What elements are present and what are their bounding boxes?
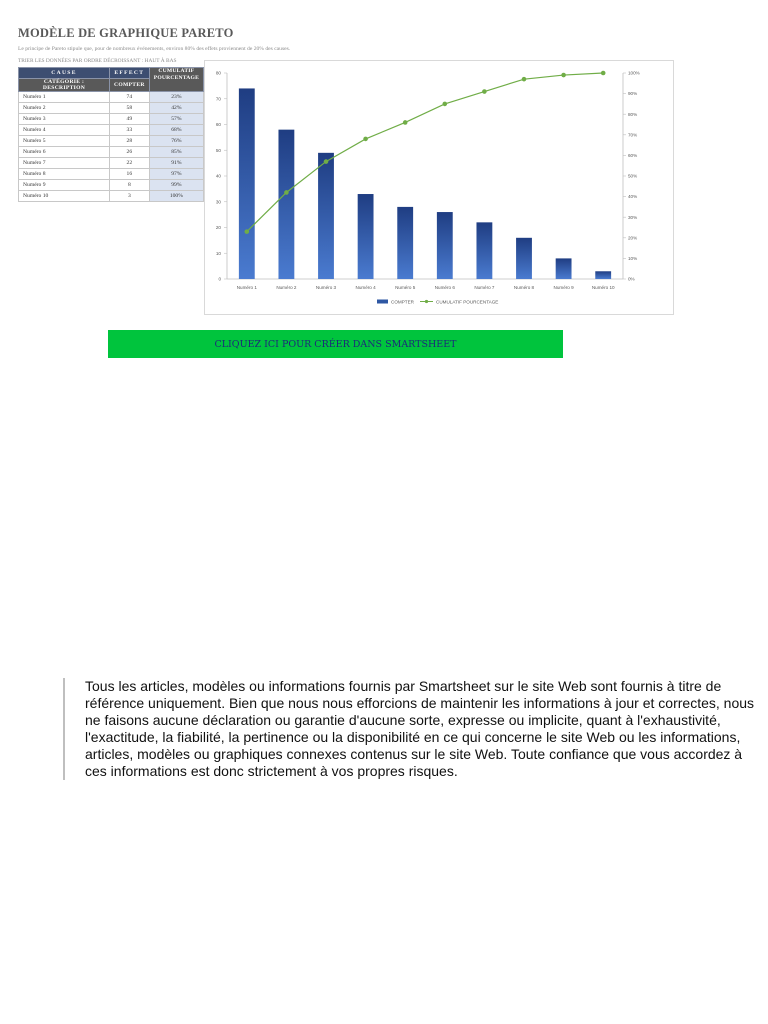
table-row bbox=[19, 180, 204, 191]
legend-swatch-count bbox=[377, 300, 388, 304]
bar bbox=[516, 238, 532, 279]
row-count: 3 bbox=[110, 191, 150, 202]
row-cumulative-pct: 68% bbox=[149, 125, 203, 136]
y-tick-label: 80 bbox=[215, 70, 221, 76]
row-description: Numéro 3 bbox=[19, 114, 110, 125]
row-count: 49 bbox=[110, 114, 150, 125]
header-cumulatif: CUMULATIF POURCENTAGE bbox=[149, 68, 203, 92]
bar bbox=[476, 222, 492, 279]
row-count: 8 bbox=[110, 180, 150, 191]
row-cumulative-pct: 57% bbox=[149, 114, 203, 125]
y-tick-label: 0 bbox=[218, 276, 221, 282]
row-description: Numéro 9 bbox=[19, 180, 110, 191]
table-row bbox=[19, 191, 204, 202]
pareto-chart bbox=[204, 60, 674, 315]
x-tick-label: Numéro 5 bbox=[395, 285, 416, 290]
row-count: 74 bbox=[110, 92, 150, 103]
header-category-description: CATÉGORIE : DESCRIPTION bbox=[19, 79, 110, 92]
table-row bbox=[19, 136, 204, 147]
x-tick-label: Numéro 10 bbox=[591, 285, 615, 290]
cumulative-line bbox=[247, 73, 603, 232]
x-tick-label: Numéro 4 bbox=[355, 285, 376, 290]
y-tick-label: 10 bbox=[215, 250, 221, 256]
table-row bbox=[19, 158, 204, 169]
y2-tick-label: 0% bbox=[628, 276, 635, 282]
x-tick-label: Numéro 3 bbox=[315, 285, 337, 290]
y2-tick-label: 80% bbox=[628, 111, 638, 117]
y2-tick-label: 10% bbox=[628, 256, 638, 261]
y-tick-label: 60 bbox=[215, 122, 221, 128]
y2-tick-label: 50% bbox=[628, 173, 638, 179]
cumulative-point bbox=[284, 190, 289, 195]
cumulative-point bbox=[601, 71, 606, 76]
row-cumulative-pct: 42% bbox=[149, 103, 203, 114]
header-cause: CAUSE bbox=[19, 68, 110, 79]
row-count: 33 bbox=[110, 125, 150, 136]
row-description: Numéro 2 bbox=[19, 103, 110, 114]
x-tick-label: Numéro 7 bbox=[474, 285, 495, 290]
header-count: COMPTER bbox=[110, 79, 150, 92]
cumulative-point bbox=[561, 73, 566, 78]
cumulative-point bbox=[482, 89, 487, 94]
x-tick-label: Numéro 6 bbox=[434, 285, 455, 290]
page-title: MODÈLE DE GRAPHIQUE PARETO bbox=[18, 26, 234, 40]
cumulative-point bbox=[363, 137, 368, 142]
x-tick-label: Numéro 2 bbox=[276, 285, 297, 290]
table-body bbox=[19, 92, 204, 202]
bar bbox=[278, 130, 294, 279]
row-cumulative-pct: 23% bbox=[149, 92, 203, 103]
x-tick-label: Numéro 9 bbox=[553, 285, 574, 290]
cumulative-point bbox=[522, 77, 527, 82]
row-description: Numéro 10 bbox=[19, 191, 110, 202]
row-cumulative-pct: 97% bbox=[149, 169, 203, 180]
create-in-smartsheet-button[interactable]: CLIQUEZ ICI POUR CRÉER DANS SMARTSHEET bbox=[108, 330, 563, 358]
y2-tick-label: 30% bbox=[628, 214, 638, 220]
row-description: Numéro 7 bbox=[19, 158, 110, 169]
y2-tick-label: 70% bbox=[628, 132, 638, 138]
table-row bbox=[19, 125, 204, 136]
row-count: 28 bbox=[110, 136, 150, 147]
row-count: 58 bbox=[110, 103, 150, 114]
y2-tick-label: 90% bbox=[628, 91, 638, 97]
legend-label-cumulative: CUMULATIF POURCENTAGE bbox=[436, 299, 499, 305]
row-description: Numéro 8 bbox=[19, 169, 110, 180]
y-tick-label: 70 bbox=[215, 96, 221, 102]
table-row bbox=[19, 103, 204, 114]
legend-label-count: COMPTER bbox=[391, 299, 414, 305]
y2-tick-label: 60% bbox=[628, 153, 638, 158]
y-tick-label: 30 bbox=[215, 199, 221, 205]
disclaimer-text: Tous les articles, modèles ou informations fournis par Smartsheet sur le site Web sont fournis à titre de référence uniquement. Bien que nous nous efforcions de maintenir les informations à jour et correctes, nous ne faisons aucune déclaration ou garantie d'aucune sorte, expresse ou implicite, quant à l'exhaustivité, l'exactitude, la fiabilité, la pertinence ou la disponibilité en ce qui concerne le site Web ou les informations, articles, modèles ou graphiques connexes contenus sur le site Web. Toute confiance que vous accordez à ces informations est donc strictement à vos propres risques. bbox=[63, 678, 763, 780]
y2-tick-label: 100% bbox=[628, 70, 640, 76]
row-description: Numéro 1 bbox=[19, 92, 110, 103]
cumulative-point bbox=[324, 159, 329, 164]
cumulative-point bbox=[245, 229, 250, 234]
bar bbox=[556, 258, 572, 279]
bar bbox=[397, 207, 413, 279]
row-cumulative-pct: 99% bbox=[149, 180, 203, 191]
x-tick-label: Numéro 1 bbox=[236, 285, 257, 290]
cumulative-point bbox=[403, 120, 408, 125]
row-cumulative-pct: 76% bbox=[149, 136, 203, 147]
legend-marker-cumulative bbox=[425, 300, 428, 303]
intro-text: Le principe de Pareto stipule que, pour de nombreux événements, environ 80% des effets proviennent de 20% des causes. bbox=[18, 46, 291, 52]
sort-note: TRIER LES DONNÉES PAR ORDRE DÉCROISSANT : HAUT À BAS bbox=[18, 58, 177, 64]
bar bbox=[239, 88, 255, 279]
y-tick-label: 50 bbox=[215, 147, 221, 153]
table-row bbox=[19, 147, 204, 158]
row-cumulative-pct: 91% bbox=[149, 158, 203, 169]
bar bbox=[358, 194, 374, 279]
y2-tick-label: 20% bbox=[628, 235, 638, 241]
row-count: 22 bbox=[110, 158, 150, 169]
y2-tick-label: 40% bbox=[628, 194, 638, 200]
bar bbox=[437, 212, 453, 279]
bar bbox=[318, 153, 334, 279]
table-row bbox=[19, 92, 204, 103]
cumulative-point bbox=[443, 102, 448, 107]
y-tick-label: 20 bbox=[215, 225, 221, 231]
row-description: Numéro 5 bbox=[19, 136, 110, 147]
y-tick-label: 40 bbox=[215, 173, 221, 179]
table-row bbox=[19, 114, 204, 125]
bar bbox=[595, 271, 611, 279]
row-count: 16 bbox=[110, 169, 150, 180]
row-cumulative-pct: 100% bbox=[149, 191, 203, 202]
x-tick-label: Numéro 8 bbox=[513, 285, 535, 290]
row-count: 26 bbox=[110, 147, 150, 158]
header-effect: EFFECT bbox=[110, 68, 150, 79]
table-row bbox=[19, 169, 204, 180]
row-description: Numéro 6 bbox=[19, 147, 110, 158]
pareto-chart-svg bbox=[205, 61, 673, 314]
row-cumulative-pct: 85% bbox=[149, 147, 203, 158]
row-description: Numéro 4 bbox=[19, 125, 110, 136]
pareto-data-table bbox=[18, 67, 204, 202]
